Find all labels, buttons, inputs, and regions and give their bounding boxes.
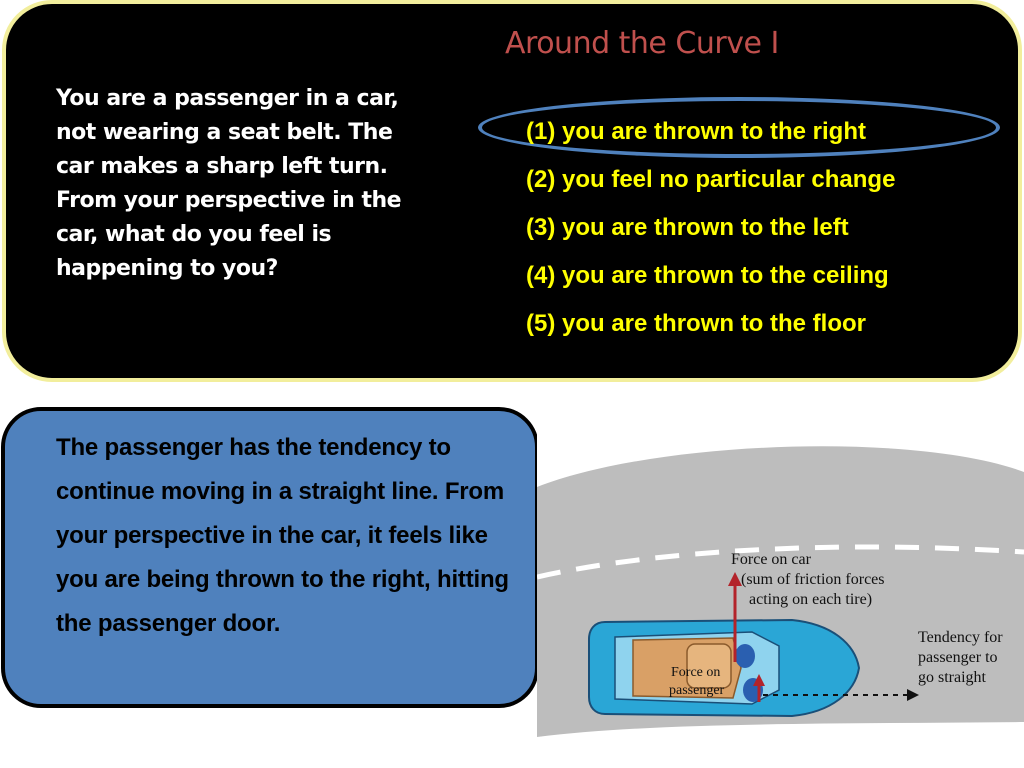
- choice-3[interactable]: (3) you are thrown to the left: [526, 214, 849, 241]
- choice-4[interactable]: (4) you are thrown to the ceiling: [526, 262, 889, 289]
- car-icon: [589, 620, 859, 716]
- tendency-label-3: go straight: [918, 669, 986, 686]
- force-on-passenger-label-2: passenger: [669, 683, 725, 698]
- road-inner-edge: [537, 722, 1024, 768]
- choice-2[interactable]: (2) you feel no particular change: [526, 166, 896, 193]
- explanation-text: The passenger has the tendency to continue moving in a straight line. From your perspective in the car, it feels like you are being thrown to the right, hitting the passenger door.: [56, 434, 509, 637]
- tendency-label-2: passenger to: [918, 649, 998, 666]
- friction-label-2: acting on each tire): [749, 591, 873, 608]
- tendency-arrowhead: [907, 689, 919, 701]
- force-on-passenger-label-1: Force on: [671, 665, 721, 680]
- force-on-car-label: Force on car: [731, 551, 811, 568]
- choice-list: [526, 108, 895, 348]
- choice-5[interactable]: (5) you are thrown to the floor: [526, 310, 866, 337]
- force-on-car-arrowhead: [728, 572, 742, 586]
- question-text: You are a passenger in a car, not wearing a seat belt. The car makes a sharp left turn. From your perspective in the car, what do you feel is happening to you?: [56, 86, 402, 281]
- road-outer-edge: [537, 432, 1024, 487]
- car-diagram: [537, 432, 1024, 768]
- friction-label-1: (sum of friction forces: [741, 571, 885, 588]
- slide-title: Around the Curve I: [505, 26, 779, 61]
- tendency-label-1: Tendency for: [918, 629, 1003, 646]
- choice-1[interactable]: (1) you are thrown to the right: [526, 118, 866, 145]
